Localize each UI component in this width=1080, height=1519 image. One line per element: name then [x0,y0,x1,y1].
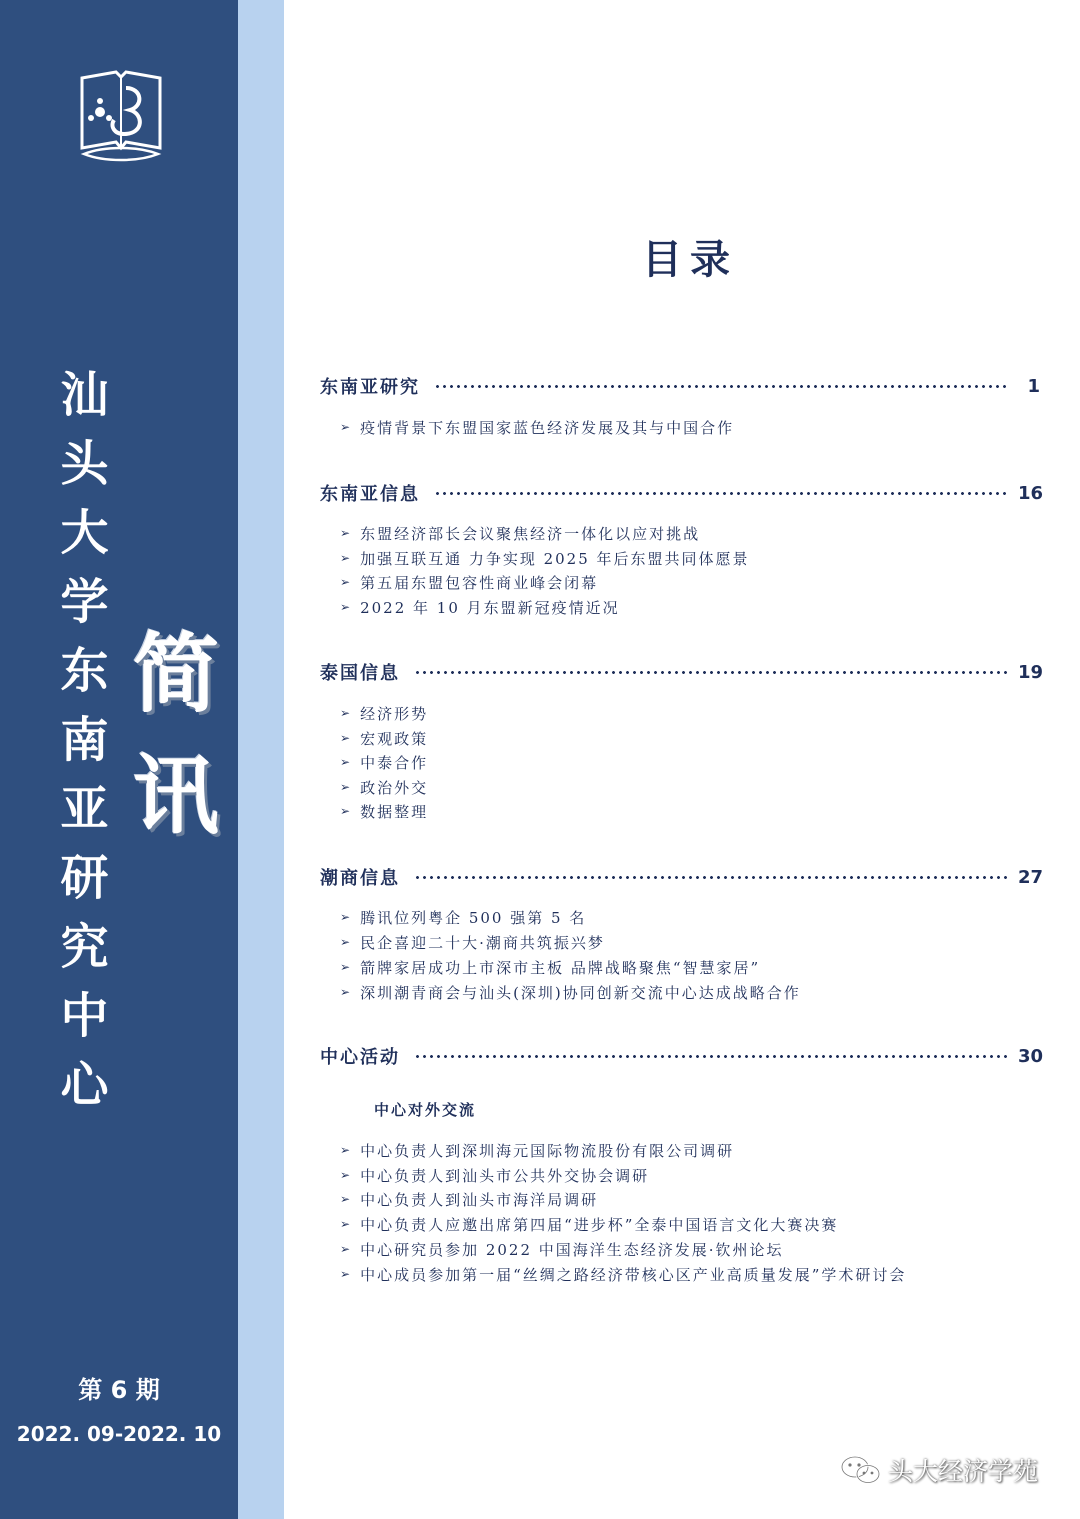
arrow-bullet-icon: ➢ [340,526,351,540]
issue-number: 第 6 期 [78,1376,160,1404]
section-name: 泰国信息 [320,663,400,684]
toc-section[interactable] [320,657,1044,687]
arrow-bullet-icon: ➢ [340,1143,351,1157]
section-name: 东南亚信息 [320,484,420,505]
toc-item[interactable] [340,415,734,439]
section-page-number: 1 [1027,375,1040,397]
toc-item[interactable] [340,570,598,594]
arrow-bullet-icon: ➢ [340,780,351,794]
toc-item[interactable] [340,955,760,979]
dot-leader [414,671,1008,674]
toc-item-label: 中心负责人到汕头市公共外交协会调研 [360,1166,650,1185]
arrow-bullet-icon: ➢ [340,1217,351,1231]
toc-item[interactable] [340,750,428,774]
wechat-icon [840,1454,882,1486]
toc-item[interactable] [340,726,428,750]
toc-item[interactable] [340,1163,649,1187]
section-name: 中心活动 [320,1047,400,1068]
dot-leader [414,1055,1008,1058]
toc-item-label: 中心负责人应邀出席第四届“进步杯”全泰中国语言文化大赛决赛 [360,1215,839,1234]
toc-item[interactable] [340,980,801,1004]
arrow-bullet-icon: ➢ [340,755,351,769]
toc-item-label: 第五届东盟包容性商业峰会闭幕 [360,573,599,592]
toc-item[interactable] [340,1187,598,1211]
dot-leader [434,385,1008,388]
arrow-bullet-icon: ➢ [340,575,351,589]
section-page-number: 30 [1018,1045,1044,1067]
arrow-bullet-icon: ➢ [340,910,351,924]
arrow-bullet-icon: ➢ [340,1168,351,1182]
toc-item-label: 中心研究员参加 2022 中国海洋生态经济发展·钦州论坛 [360,1240,784,1259]
toc-item-label: 深圳潮青商会与汕头(深圳)协同创新交流中心达成战略合作 [360,983,801,1002]
organization-name: 汕头大学东南亚研究中心 [52,368,108,1128]
toc-item[interactable] [340,1237,784,1261]
toc-item-label: 加强互联互通 力争实现 2025 年后东盟共同体愿景 [360,549,750,568]
toc-item-label: 宏观政策 [360,729,429,748]
toc-section[interactable] [320,1041,1044,1071]
section-page-number: 19 [1018,661,1044,683]
toc-item-label: 数据整理 [360,802,429,821]
toc-item[interactable] [340,521,700,545]
arrow-bullet-icon: ➢ [340,1242,351,1256]
section-subheading: 中心对外交流 [374,1101,477,1119]
toc-item[interactable] [340,799,428,823]
toc-item-label: 民企喜迎二十大·潮商共筑振兴梦 [360,933,605,952]
toc-item[interactable] [340,905,586,929]
toc-item[interactable] [340,546,750,570]
sidebar-stripe [238,0,284,1519]
toc-item-label: 箭牌家居成功上市深市主板 品牌战略聚焦“智慧家居” [360,958,761,977]
toc-item-label: 东盟经济部长会议聚焦经济一体化以应对挑战 [360,524,701,543]
toc-item[interactable] [340,1138,734,1162]
issue-period: 2022. 09-2022. 10 [16,1422,222,1446]
toc-section[interactable] [320,371,1040,401]
section-page-number: 16 [1018,482,1044,504]
arrow-bullet-icon: ➢ [340,985,351,999]
arrow-bullet-icon: ➢ [340,420,351,434]
arrow-bullet-icon: ➢ [340,731,351,745]
arrow-bullet-icon: ➢ [340,804,351,818]
toc-item-label: 中心成员参加第一届“丝绸之路经济带核心区产业高质量发展”学术研讨会 [360,1265,907,1284]
toc-item-label: 疫情背景下东盟国家蓝色经济发展及其与中国合作 [360,418,735,437]
section-page-number: 27 [1018,866,1044,888]
toc-item-label: 中泰合作 [360,753,429,772]
arrow-bullet-icon: ➢ [340,600,351,614]
toc-item[interactable] [340,701,428,725]
watermark [840,1450,1038,1490]
toc-item-label: 2022 年 10 月东盟新冠疫情近况 [360,598,620,617]
toc-item[interactable] [340,1262,906,1286]
toc-item-label: 经济形势 [360,704,429,723]
toc-item-label: 中心负责人到汕头市海洋局调研 [360,1190,599,1209]
toc-title: 目录 [642,237,738,283]
arrow-bullet-icon: ➢ [340,706,351,720]
toc-item[interactable] [340,1212,838,1236]
arrow-bullet-icon: ➢ [340,935,351,949]
section-name: 潮商信息 [320,868,400,889]
arrow-bullet-icon: ➢ [340,1192,351,1206]
arrow-bullet-icon: ➢ [340,960,351,974]
toc-item[interactable] [340,930,605,954]
dot-leader [434,492,1008,495]
toc-item-label: 中心负责人到深圳海元国际物流股份有限公司调研 [360,1141,735,1160]
watermark-text: 头大经济学苑 [888,1457,1039,1486]
toc-item-label: 腾讯位列粤企 500 强第 5 名 [360,908,587,927]
university-emblem-icon [78,68,164,166]
arrow-bullet-icon: ➢ [340,1267,351,1281]
arrow-bullet-icon: ➢ [340,551,351,565]
toc-section[interactable] [320,478,1044,508]
dot-leader [414,876,1008,879]
toc-section[interactable] [320,862,1044,892]
toc-item[interactable] [340,775,428,799]
toc-item[interactable] [340,595,620,619]
brief-title: 简讯 [118,628,218,872]
section-name: 东南亚研究 [320,377,420,398]
toc-item-label: 政治外交 [360,778,429,797]
